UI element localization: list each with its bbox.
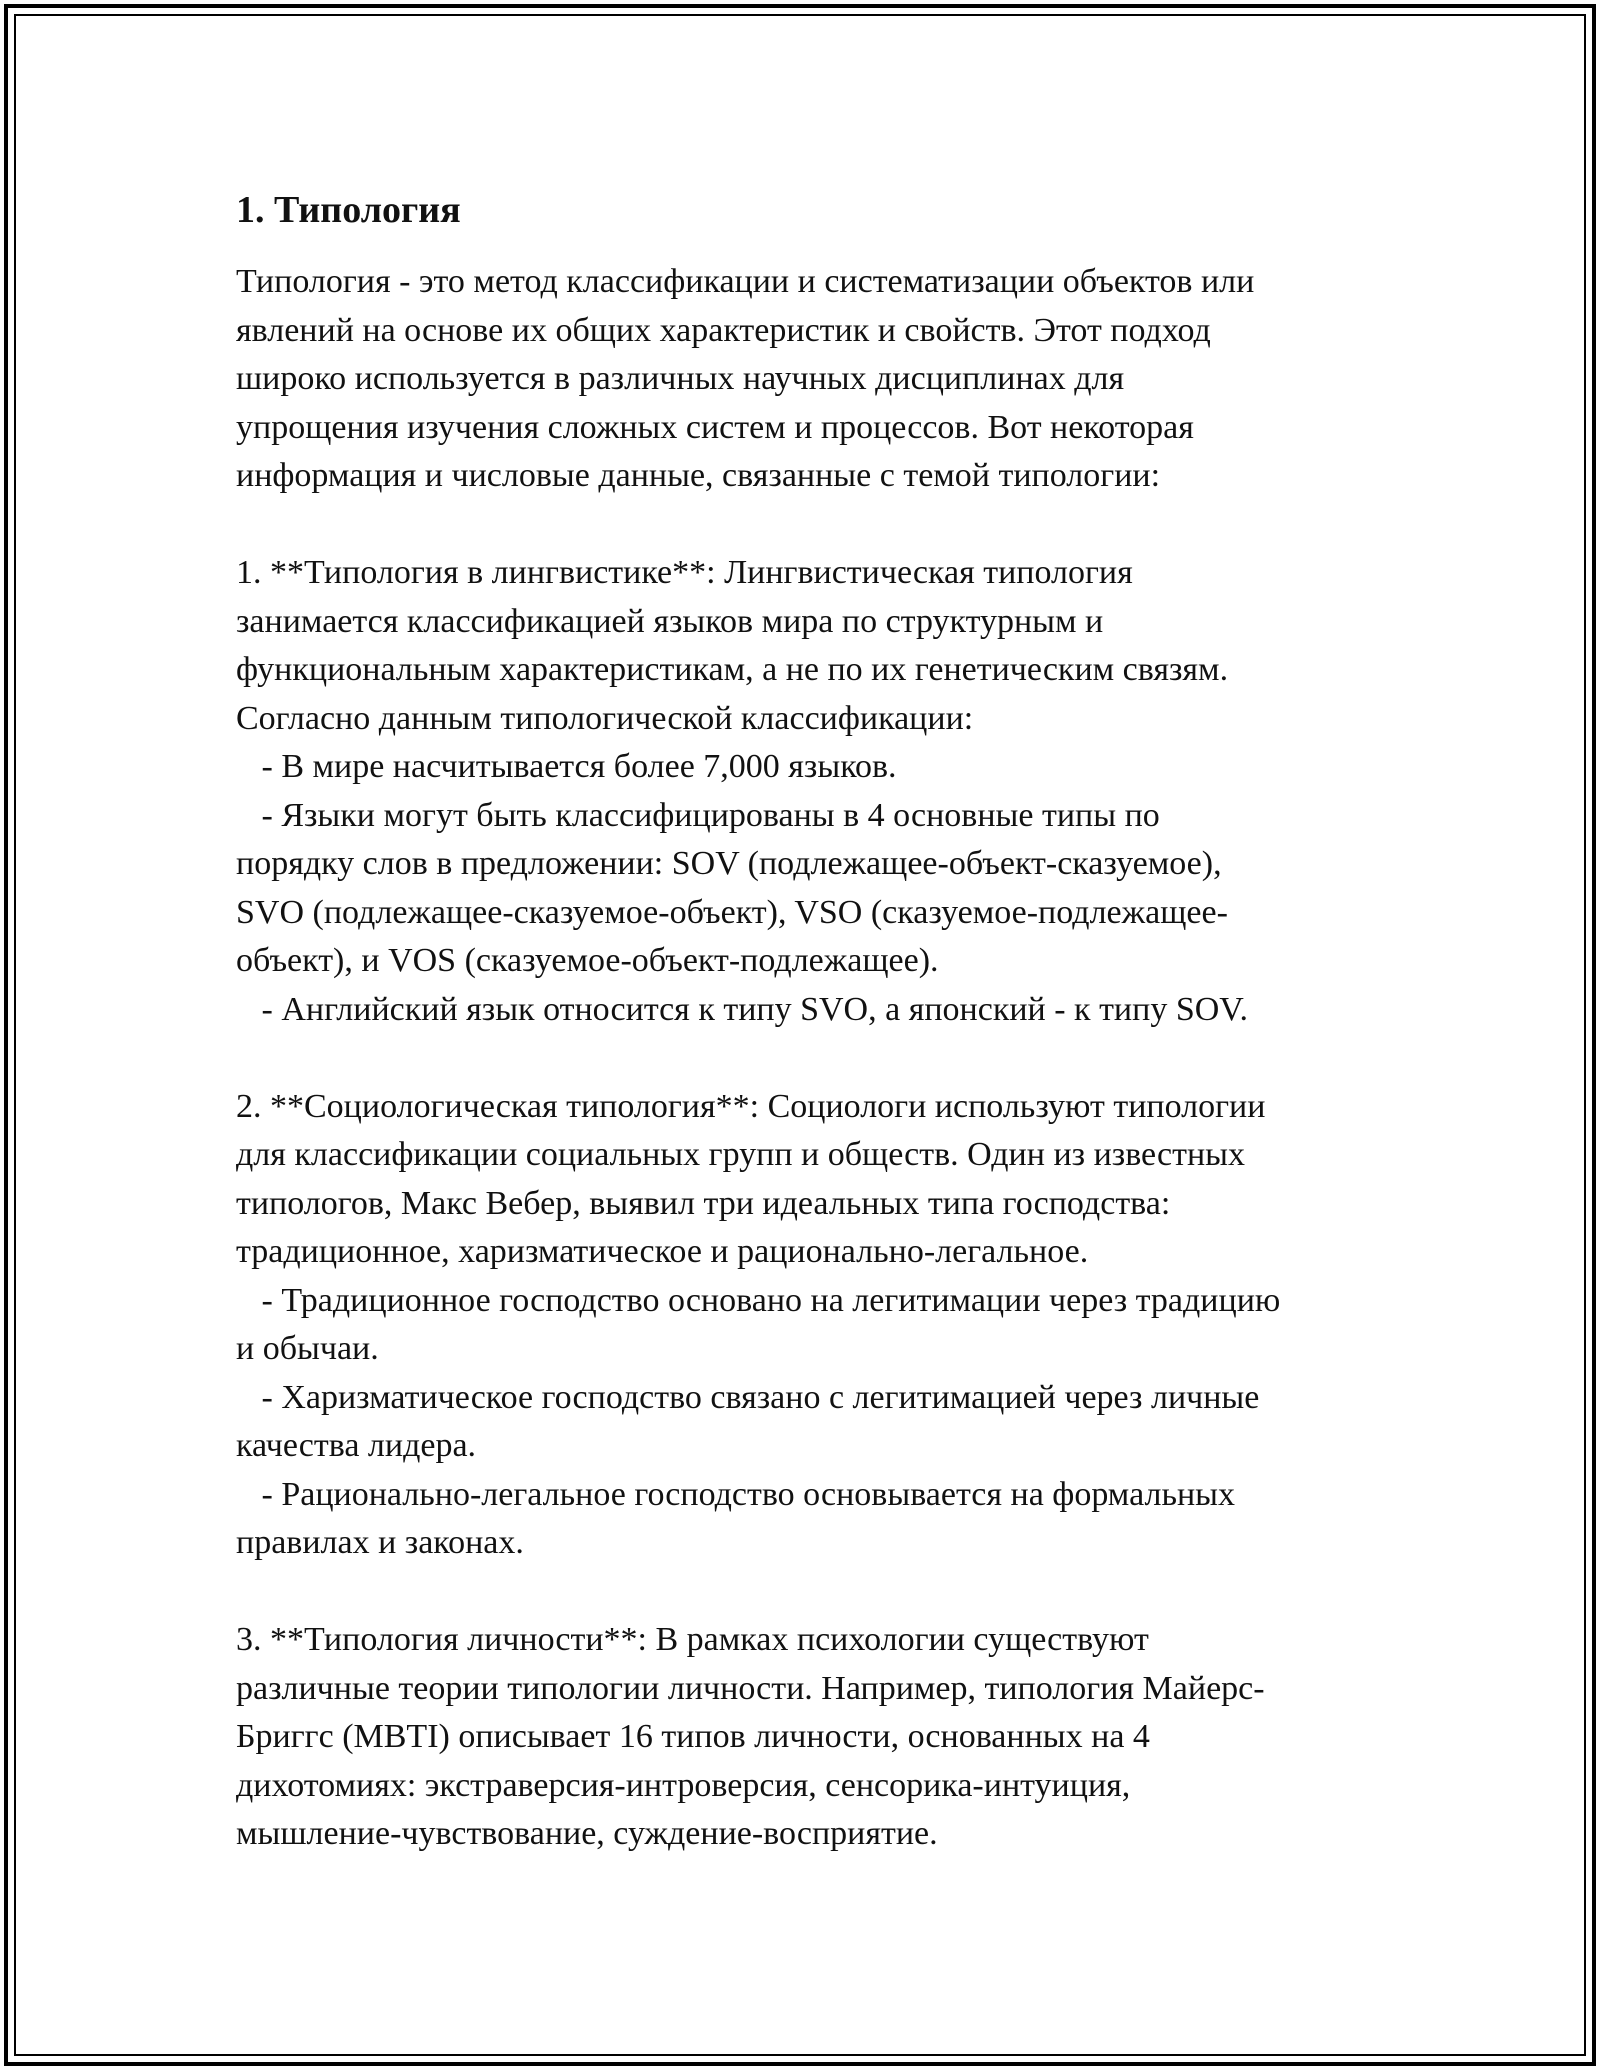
text-line: 3. **Типология личности**: В рамках психологии существуют <box>236 1621 1149 1658</box>
text-line: традиционное, харизматическое и рационально-легальное. <box>236 1233 1089 1270</box>
text-line: качества лидера. <box>236 1427 477 1464</box>
text-line: различные теории типологии личности. Например, типология Майерс- <box>236 1669 1265 1707</box>
text-line: SVO (подлежащее-сказуемое-объект), VSO (сказуемое-подлежащее- <box>236 893 1228 931</box>
linguistics-paragraph <box>236 549 1376 1034</box>
text-line: 1. **Типология в лингвистике**: Лингвистическая типология <box>236 554 1133 591</box>
text-line: Согласно данным типологической классификации: <box>236 699 974 737</box>
text-line: для классификации социальных групп и обществ. Один из известных <box>236 1136 1245 1173</box>
text-line: явлений на основе их общих характеристик и свойств. Этот подход <box>236 311 1211 349</box>
text-line: широко используется в различных научных дисциплинах для <box>236 360 1125 397</box>
text-line: мышление-чувствование, суждение-восприятие. <box>236 1815 938 1852</box>
text-line: - Харизматическое господство связано с легитимацией через личные <box>236 1378 1260 1416</box>
text-line: 2. **Социологическая типология**: Социологи используют типологии <box>236 1087 1266 1125</box>
text-line: порядку слов в предложении: SOV (подлежащее-объект-сказуемое), <box>236 845 1222 882</box>
text-line: и обычаи. <box>236 1330 379 1367</box>
text-line: - Языки могут быть классифицированы в 4 основные типы по <box>236 796 1160 834</box>
sociology-paragraph <box>236 1083 1376 1568</box>
personality-paragraph <box>236 1616 1376 1859</box>
text-line: упрощения изучения сложных систем и процессов. Вот некоторая <box>236 408 1194 446</box>
text-line: занимается классификацией языков мира по структурным и <box>236 602 1104 640</box>
text-line: Типология - это метод классификации и систематизации объектов или <box>236 263 1255 300</box>
text-line: Бриггс (MBTI) описывает 16 типов личности, основанных на 4 <box>236 1718 1150 1755</box>
text-line: типологов, Макс Вебер, выявил три идеальных типа господства: <box>236 1184 1171 1222</box>
intro-paragraph <box>236 258 1376 501</box>
text-line: - В мире насчитывается более 7,000 языков. <box>236 748 897 785</box>
text-line: функциональным характеристикам, а не по их генетическим связям. <box>236 651 1229 688</box>
text-line: дихотомиях: экстраверсия-интроверсия, сенсорика-интуиция, <box>236 1766 1131 1804</box>
text-line: объект), и VOS (сказуемое-объект-подлежащее). <box>236 942 939 979</box>
text-line: - Рационально-легальное господство основывается на формальных <box>236 1475 1235 1513</box>
text-line: правилах и законах. <box>236 1524 524 1561</box>
text-line: информация и числовые данные, связанные с темой типологии: <box>236 457 1161 494</box>
text-line: - Английский язык относится к типу SVO, а японский - к типу SOV. <box>236 990 1248 1028</box>
document-body <box>236 186 1376 1907</box>
section-heading: 1. Типология <box>236 189 461 231</box>
text-line: - Традиционное господство основано на легитимации через традицию <box>236 1281 1281 1319</box>
